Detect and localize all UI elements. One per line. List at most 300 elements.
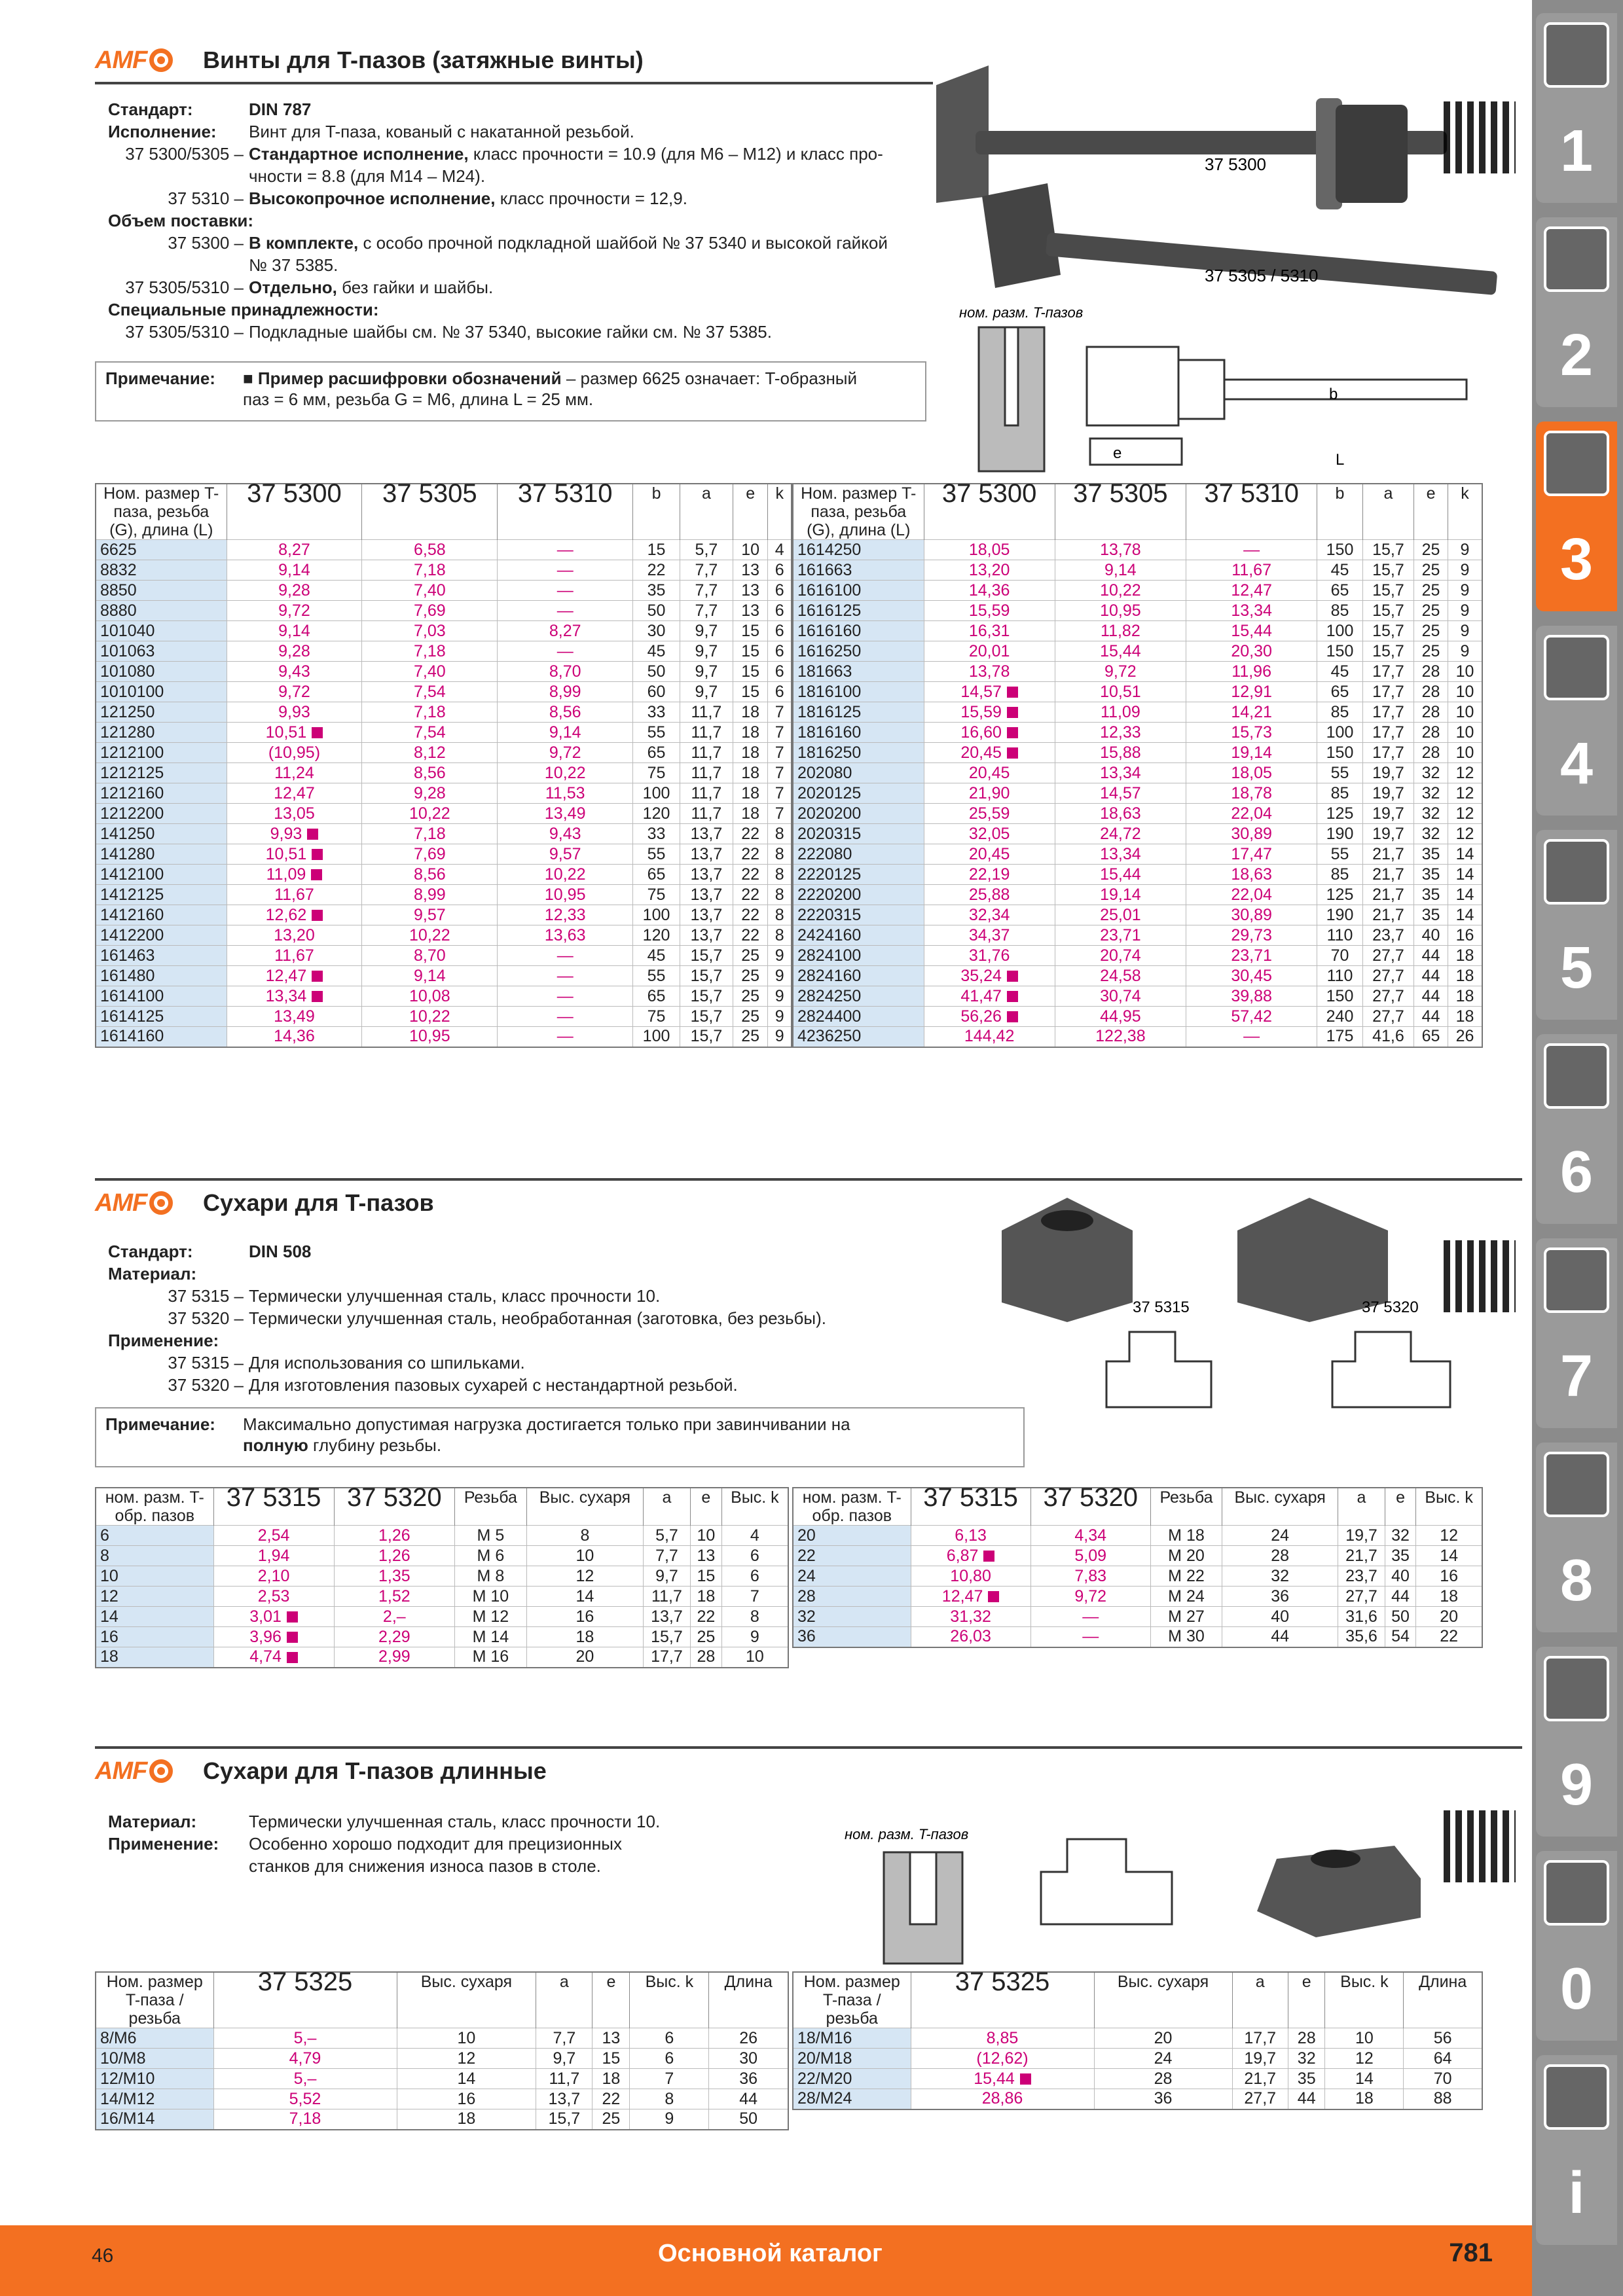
table-cell: 9,7 [680,682,733,702]
limited-stock-marker [1007,727,1018,738]
table-cell: 100 [1317,621,1363,641]
col-height: Выс. сухаря [1094,1972,1232,2028]
size-cell: 8 [96,1546,213,1566]
table-cell: 7,18 [362,560,498,581]
table-cell: 10,22 [498,865,633,885]
table-row [96,1007,792,1027]
col-height: Выс. сухаря [397,1972,536,2028]
table-cell: 12 [1448,824,1482,844]
side-tab-8[interactable]: 8 [1536,1443,1617,1632]
table-cell: 55 [1317,763,1363,783]
note-box [95,1407,1025,1467]
table-cell: 12,33 [1055,723,1186,743]
table-cell: 175 [1317,1027,1363,1047]
table-cell: 120 [633,925,680,946]
table-cell: 10,95 [1055,601,1186,621]
table-cell: 65 [1317,682,1363,702]
table-cell: 32 [1414,783,1448,804]
table-cell: 8,27 [227,540,362,560]
table-cell: 12,47 [1186,581,1317,601]
table-cell: 22,19 [924,865,1055,885]
table-cell: 15 [593,2049,630,2069]
table-cell: 33 [633,824,680,844]
table-cell: 41,6 [1362,1027,1413,1047]
table-cell: 40 [1385,1566,1415,1587]
table-cell: 14 [1448,885,1482,905]
table-cell: 35 [1414,865,1448,885]
table-cell: 13,63 [498,925,633,946]
table-cell: 15 [633,540,680,560]
note-text-1: – размер 6625 означает: T-образный [561,368,858,388]
table-cell: 55 [1317,844,1363,865]
table-cell: 55 [633,966,680,986]
table-cell: 44 [1385,1587,1415,1607]
side-tab-6[interactable]: 6 [1536,1034,1617,1224]
table-cell: 2,10 [213,1566,334,1587]
table-cell: 9,72 [227,601,362,621]
table-cell: 26 [1448,1027,1482,1047]
table-cell: 11,7 [536,2069,593,2089]
table-cell: M 27 [1150,1607,1222,1627]
table-cell: 75 [633,1007,680,1027]
table-row [96,1587,788,1607]
table-cell: 10 [733,540,768,560]
table-cell: 12,62 [227,905,362,925]
table-cell: 57,42 [1186,1007,1317,1027]
code: 37 5310 – [168,188,244,208]
table-cell: 7,40 [362,662,498,682]
table-cell: 23,71 [1055,925,1186,946]
size-cell: 20/M18 [793,2049,911,2069]
col-k: Выс. k [1325,1972,1404,2028]
table-row [793,885,1482,905]
size-cell: 8880 [96,601,227,621]
col-a: a [643,1488,690,1526]
table-cell: 9,57 [498,844,633,865]
dim-b: b [1329,386,1338,403]
table-cell: 24 [1094,2049,1232,2069]
table-cell: 6 [768,601,792,621]
table-cell: 12,47 [227,966,362,986]
table-cell: 9,72 [498,743,633,763]
table-cell: 19,7 [1362,763,1413,783]
size-cell: 8832 [96,560,227,581]
table-cell: 17,7 [1232,2028,1288,2049]
table-cell: 54 [1385,1627,1415,1647]
table-cell: 13,78 [1055,540,1186,560]
col-thread: Резьба [1150,1488,1222,1526]
diagram-caption: ном. разм. T-пазов [845,1826,969,1842]
table-row [96,2109,788,2130]
size-cell: 16 [96,1627,213,1647]
table-cell: 18 [733,763,768,783]
side-tab-5[interactable]: 5 [1536,830,1617,1020]
size-cell: 18/M16 [793,2028,911,2049]
table-cell: 8 [768,905,792,925]
footer [0,2225,1532,2296]
size-cell: 14 [96,1607,213,1627]
table-cell: 11,7 [680,702,733,723]
table-cell: 13,34 [227,986,362,1007]
table-row [96,844,792,865]
qr-code[interactable] [1444,1240,1516,1312]
table-row [96,2069,788,2089]
table-cell: 18 [526,1627,643,1647]
table-cell: 8 [526,1526,643,1546]
table-cell: 85 [1317,702,1363,723]
table-cell: 8,56 [498,702,633,723]
limited-stock-marker [988,1591,999,1602]
table-cell: 44 [1414,1007,1448,1027]
table-cell: 20 [1094,2028,1232,2049]
col-e: e [1414,484,1448,540]
table-row [96,2028,788,2049]
table-cell: 14 [1416,1546,1482,1566]
limited-stock-marker [287,1611,298,1623]
size-cell: 1212160 [96,783,227,804]
table-cell: 1,26 [334,1526,454,1546]
text: класс прочности = 10.9 (для M6 – M12) и класс про- [473,144,883,164]
table-cell: 6 [768,560,792,581]
side-tab-7[interactable]: 7 [1536,1238,1617,1428]
table-cell: 10 [1448,662,1482,682]
table-cell: 8,56 [362,865,498,885]
table-cell: 55 [633,723,680,743]
table-cell: 18 [733,723,768,743]
size-cell: 22/M20 [793,2069,911,2089]
table-cell: 12 [1448,763,1482,783]
table-cell: 18 [1448,946,1482,966]
bold: Стандартное исполнение, [249,144,469,164]
table-cell: 15,7 [1362,560,1413,581]
size-cell: 2020200 [793,804,924,824]
col-header-5325: 37 5325 [911,1972,1094,2028]
label: Применение: [108,1331,219,1350]
table-cell: 6 [768,662,792,682]
table-cell: 75 [633,885,680,905]
limited-stock-marker [311,869,322,880]
table-cell: 15,7 [680,1007,733,1027]
size-cell: 6625 [96,540,227,560]
table-cell: 22 [733,905,768,925]
table-cell: 23,7 [1362,925,1413,946]
table-row [793,1526,1482,1546]
table-cell: 12,33 [498,905,633,925]
table-cell: 12 [1448,783,1482,804]
table-row [96,925,792,946]
table-cell: 85 [1317,783,1363,804]
table-row [96,662,792,682]
section-title: Сухари для T-пазов [203,1189,434,1216]
table-cell: 35,24 [924,966,1055,986]
table-cell: 18 [733,783,768,804]
col-height: Выс. сухаря [526,1488,643,1526]
image-caption: 37 5320 [1362,1299,1419,1316]
table-cell: 7,83 [1030,1566,1150,1587]
table-cell: 50 [633,662,680,682]
table-row [96,2089,788,2109]
table-cell: 7 [768,702,792,723]
size-cell: 222080 [793,844,924,865]
table-cell: 50 [1385,1607,1415,1627]
table-cell: 18 [733,702,768,723]
table-cell: 2,– [334,1607,454,1627]
table-cell: 18,63 [1186,865,1317,885]
side-tab-1[interactable]: 1 [1536,13,1617,203]
table-cell: 44 [1414,966,1448,986]
table-cell: 18 [1448,966,1482,986]
table-cell: M 22 [1150,1566,1222,1587]
table-cell: 22 [1416,1627,1482,1647]
size-cell: 18 [96,1647,213,1668]
table-cell: 7 [768,723,792,743]
col-header-5320: 37 5320 [1030,1488,1150,1526]
size-cell: 12/M10 [96,2069,213,2089]
table-cell: 13 [733,581,768,601]
table-cell: 70 [1317,946,1363,966]
table-cell: 7 [768,743,792,763]
tslot-bolt-illustrations [917,46,1506,504]
category-icon [1544,22,1609,88]
table-cell: 11,53 [498,783,633,804]
bold: Высокопрочное исполнение, [249,188,496,208]
limited-stock-marker [312,971,323,982]
long-nut-table-left [95,1967,789,2130]
table-cell: 35 [633,581,680,601]
col-header-size: Ном. размер T-паза / резьба [96,1972,213,2028]
table-cell: 6 [768,641,792,662]
col-e: e [733,484,768,540]
table-cell: 15,7 [1362,641,1413,662]
table-row [793,641,1482,662]
table-cell: 15,44 [1055,865,1186,885]
table-cell: 32 [1414,804,1448,824]
table-cell: 10,22 [362,1007,498,1027]
size-cell: 101080 [96,662,227,682]
table-cell: 10,51 [227,723,362,743]
image-caption: 37 5305 / 5310 [1205,266,1319,285]
table-cell: 27,7 [1232,2089,1288,2109]
table-cell: 35 [1414,885,1448,905]
table-row [96,885,792,905]
side-tab-3[interactable]: 3 [1536,422,1617,611]
size-cell: 10/M8 [96,2049,213,2069]
table-cell: 110 [1317,925,1363,946]
table-cell: 8 [721,1607,788,1627]
table-cell: 14,36 [924,581,1055,601]
table-cell: 32 [1288,2049,1325,2069]
size-cell: 1412100 [96,865,227,885]
table-cell: 20,45 [924,844,1055,865]
table-cell: 8,99 [362,885,498,905]
table-cell: 11,7 [680,783,733,804]
size-cell: 28/M24 [793,2089,911,2109]
limited-stock-marker [312,991,323,1002]
section-title: Винты для T-пазов (затяжные винты) [203,46,644,73]
size-cell: 121250 [96,702,227,723]
text: № 37 5385. [249,255,338,275]
col-header-size: Ном. размер T-паза, резьба (G), длина (L) [793,484,924,540]
size-cell: 161463 [96,946,227,966]
category-icon [1544,839,1609,905]
table-cell: 20 [1416,1607,1482,1627]
text: с особо прочной подкладной шайбой № 37 5340 и высокой гайкой [363,233,888,253]
table-cell: 7 [768,804,792,824]
table-cell: 9,7 [680,621,733,641]
qr-code[interactable] [1444,101,1516,173]
table-cell: 32,05 [924,824,1055,844]
table-row [96,621,792,641]
size-cell: 141280 [96,844,227,865]
table-row [96,905,792,925]
table-cell: 8,70 [498,662,633,682]
table-row [793,1607,1482,1627]
table-cell: 10,95 [498,885,633,905]
table-cell: 15,7 [1362,581,1413,601]
table-cell: — [1030,1627,1150,1647]
size-cell: 2824100 [793,946,924,966]
bold: В комплекте, [249,233,359,253]
col-b: b [633,484,680,540]
table-cell: 125 [1317,804,1363,824]
table-cell: 16 [1416,1566,1482,1587]
limited-stock-marker [1007,687,1018,698]
label: Исполнение: [108,122,217,141]
table-cell: 4 [768,540,792,560]
table-cell: 13,7 [536,2089,593,2109]
limited-stock-marker [307,829,318,840]
text: Подкладные шайбы см. № 37 5340, высокие гайки см. № 37 5385. [249,322,772,342]
table-cell: 25 [1414,601,1448,621]
table-cell: 8 [768,925,792,946]
side-tab-4[interactable]: 4 [1536,626,1617,816]
table-row [793,2028,1482,2049]
table-cell: 5,– [213,2028,397,2049]
table-cell: 56,26 [924,1007,1055,1027]
table-row [96,540,792,560]
table-cell: 21,7 [1362,844,1413,865]
table-cell: 11,09 [1055,702,1186,723]
section-divider [95,82,933,84]
table-cell: 7,18 [362,824,498,844]
bolt-rows-right [793,540,1482,1047]
size-cell: 1616160 [793,621,924,641]
table-cell: — [498,946,633,966]
table-cell: 25 [1414,540,1448,560]
side-tab-2[interactable]: 2 [1536,217,1617,407]
size-cell: 1816125 [793,702,924,723]
nut-diagram-5315 [1106,1332,1211,1407]
table-cell: 31,76 [924,946,1055,966]
table-cell: 9 [1448,540,1482,560]
table-row [793,986,1482,1007]
table-cell: 190 [1317,824,1363,844]
table-cell: 144,42 [924,1027,1055,1047]
table-cell: 10,22 [362,804,498,824]
size-cell: 181663 [793,662,924,682]
table-cell: 9,14 [362,966,498,986]
value: Особенно хорошо подходит для прецизионных [249,1834,622,1854]
table-cell: 10,22 [498,763,633,783]
table-cell: 22,04 [1186,885,1317,905]
table-cell: 8,27 [498,621,633,641]
table-cell: 25 [733,1007,768,1027]
table-cell: 13 [733,601,768,621]
table-cell: 7 [630,2069,709,2089]
table-cell: 22,04 [1186,804,1317,824]
col-header-size: Ном. размер T-паза, резьба (G), длина (L) [96,484,227,540]
page-number-right: 781 [1449,2238,1493,2267]
table-cell: 13,05 [227,804,362,824]
col-header-5315: 37 5315 [911,1488,1030,1526]
table-cell: 64 [1404,2049,1482,2069]
code: 37 5300/5305 – [125,144,244,164]
table-cell: — [498,540,633,560]
table-cell: 9 [1448,641,1482,662]
table-cell: 11,7 [680,743,733,763]
code: 37 5305/5310 – [125,278,244,297]
table-cell: 13,78 [924,662,1055,682]
note-label: Примечание: [105,368,215,388]
code: 37 5315 – [168,1353,244,1372]
table-row [96,641,792,662]
long-nut-diagram [1041,1839,1172,1924]
table-cell: 32 [1222,1566,1338,1587]
table-cell: 7,40 [362,581,498,601]
table-row [793,743,1482,763]
bold: Отдельно, [249,278,337,297]
note-text [243,368,857,415]
table-cell: 36 [1094,2089,1232,2109]
table-cell: 15,59 [924,702,1055,723]
table-cell: M 24 [1150,1587,1222,1607]
limited-stock-marker [287,1632,298,1643]
size-cell: 8850 [96,581,227,601]
side-tab-i[interactable]: i [1536,2055,1617,2245]
table-cell: 8,12 [362,743,498,763]
note-bold: ■ Пример расшифровки обозначений [243,368,562,388]
table-cell: 1,52 [334,1587,454,1607]
table-cell: 21,7 [1362,865,1413,885]
side-tab-9[interactable]: 9 [1536,1647,1617,1837]
table-cell: 15,88 [1055,743,1186,763]
col-header-5310: 37 5310 [498,484,633,540]
table-cell: 1,94 [213,1546,334,1566]
table-row [793,682,1482,702]
table-cell: 10,51 [1055,682,1186,702]
col-k: Выс. k [721,1488,788,1526]
table-cell: 35 [1414,844,1448,865]
code: 37 5300 – [168,233,244,253]
size-cell: 2424160 [793,925,924,946]
value: станков для снижения износа пазов в столе. [249,1856,601,1876]
table-cell: M 6 [454,1546,526,1566]
table-row [96,581,792,601]
table-cell: 8 [630,2089,709,2109]
note-text-2: глубину резьбы. [308,1435,442,1455]
col-b: b [1317,484,1363,540]
table-cell: 12 [1325,2049,1404,2069]
table-cell: 17,7 [1362,662,1413,682]
size-cell: 2020125 [793,783,924,804]
table-cell: 8,70 [362,946,498,966]
side-tab-0[interactable]: 0 [1536,1851,1617,2041]
table-cell: 13 [691,1546,722,1566]
table-row [793,1566,1482,1587]
table-cell: 9,72 [227,682,362,702]
qr-code[interactable] [1444,1810,1516,1882]
size-cell: 1212200 [96,804,227,824]
